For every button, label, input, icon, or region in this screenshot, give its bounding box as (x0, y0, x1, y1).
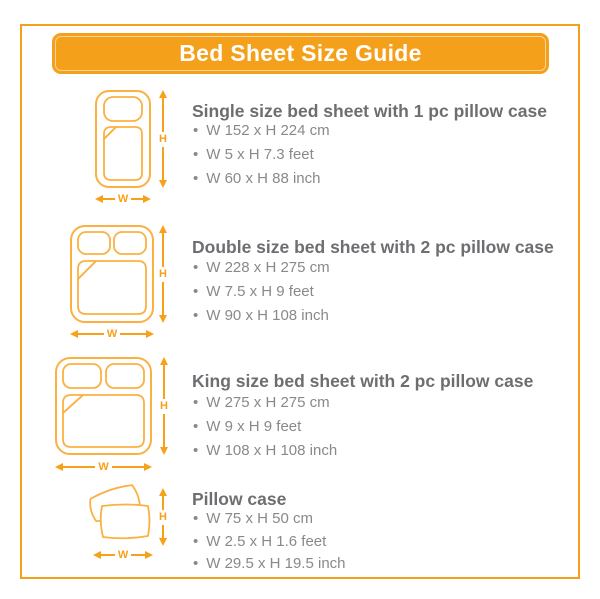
arrowhead-left-icon (55, 463, 63, 471)
page-title: Bed Sheet Size Guide (179, 40, 422, 66)
width-arrow (70, 327, 154, 341)
section-title: Pillow case (192, 489, 287, 509)
section-title: Double size bed sheet with 2 pc pillow case (192, 237, 554, 257)
section-pillow-case (0, 480, 600, 580)
spec-item: • W 228 x H 275 cm (193, 256, 330, 280)
arrowhead-up-icon (159, 90, 167, 98)
arrowhead-right-icon (144, 463, 152, 471)
spec-list (193, 508, 346, 576)
width-label: W (98, 460, 109, 473)
spec-item: • W 108 x H 108 inch (193, 439, 337, 463)
section-title: Single size bed sheet with 1 pc pillow case (192, 101, 547, 121)
arrowhead-down-icon (160, 447, 168, 455)
width-arrow (95, 192, 151, 206)
width-label: W (106, 327, 118, 340)
section-king (0, 350, 600, 480)
height-label: H (159, 510, 167, 523)
section-title: King size bed sheet with 2 pc pillow case (192, 371, 534, 391)
height-label: H (159, 132, 167, 145)
width-label: W (117, 192, 129, 205)
arrowhead-right-icon (143, 195, 151, 203)
spec-list (193, 119, 330, 191)
height-label: H (159, 267, 167, 280)
spec-item: • W 5 x H 7.3 feet (193, 143, 330, 167)
height-arrow (156, 90, 170, 188)
arrowhead-right-icon (146, 330, 154, 338)
height-label: H (160, 399, 168, 412)
single-bed-icon (95, 90, 151, 188)
spec-list (193, 391, 337, 463)
spec-item: • W 152 x H 224 cm (193, 119, 330, 143)
arrowhead-down-icon (159, 180, 167, 188)
arrowhead-up-icon (160, 357, 168, 365)
height-arrow (157, 357, 171, 455)
pillow-case-icon (85, 484, 153, 548)
width-arrow (93, 548, 153, 562)
height-arrow (156, 225, 170, 323)
section-double (0, 218, 600, 348)
arrowhead-up-icon (159, 225, 167, 233)
arrowhead-down-icon (159, 538, 167, 546)
spec-item: • W 60 x H 88 inch (193, 167, 330, 191)
section-single (0, 86, 600, 216)
arrowhead-left-icon (95, 195, 103, 203)
arrowhead-left-icon (93, 551, 101, 559)
spec-item: • W 29.5 x H 19.5 inch (193, 553, 346, 576)
spec-item: • W 7.5 x H 9 feet (193, 280, 330, 304)
spec-item: • W 2.5 x H 1.6 feet (193, 531, 346, 554)
double-bed-icon (70, 225, 154, 323)
spec-item: • W 275 x H 275 cm (193, 391, 337, 415)
spec-item: • W 90 x H 108 inch (193, 304, 330, 328)
width-arrow (55, 460, 152, 474)
spec-item: • W 75 x H 50 cm (193, 508, 346, 531)
arrowhead-up-icon (159, 488, 167, 496)
arrowhead-left-icon (70, 330, 78, 338)
title-bar (52, 33, 549, 74)
width-label: W (117, 548, 129, 561)
spec-item: • W 9 x H 9 feet (193, 415, 337, 439)
height-arrow (156, 488, 170, 546)
arrowhead-right-icon (145, 551, 153, 559)
spec-list (193, 256, 330, 328)
arrowhead-down-icon (159, 315, 167, 323)
king-bed-icon (55, 357, 152, 455)
